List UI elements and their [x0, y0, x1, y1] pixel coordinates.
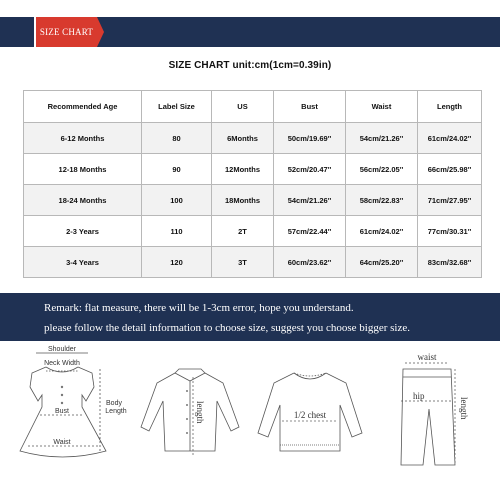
table-header-row [24, 91, 482, 123]
table-cell: 2-3 Years [24, 216, 142, 247]
remark-line-1: Remark: flat measure, there will be 1-3cm error, hope you understand. [44, 302, 354, 314]
table-row [24, 123, 482, 154]
column-header: Length [418, 91, 482, 123]
table-cell: 71cm/27.95'' [418, 185, 482, 216]
table-row [24, 154, 482, 185]
table-cell: 61cm/24.02'' [418, 123, 482, 154]
table-cell: 80 [142, 123, 212, 154]
sweater-diagram-icon [250, 343, 370, 473]
dress-waist-label: Waist [53, 439, 71, 446]
shirt-length-label: length [195, 401, 205, 424]
size-chart-tag [36, 17, 97, 47]
table-cell: 120 [142, 247, 212, 278]
table-row [24, 247, 482, 278]
dress-shoulder-label: Shoulder [47, 346, 77, 353]
dress-body-label: Body [106, 400, 122, 407]
table-cell: 77cm/30.31'' [418, 216, 482, 247]
table-cell: 18Months [212, 185, 274, 216]
table-cell: 52cm/20.47'' [274, 154, 346, 185]
table-cell: 54cm/21.26'' [274, 185, 346, 216]
shirt-diagram-icon [135, 343, 245, 473]
table-cell: 54cm/21.26'' [346, 123, 418, 154]
column-header: Bust [274, 91, 346, 123]
table-cell: 2T [212, 216, 274, 247]
size-chart-tag-label: SIZE CHART [39, 27, 94, 37]
table-cell: 57cm/22.44'' [274, 216, 346, 247]
table-cell: 83cm/32.68'' [418, 247, 482, 278]
table-cell: 6-12 Months [24, 123, 142, 154]
table-cell: 66cm/25.98'' [418, 154, 482, 185]
remark-line-2: please follow the detail information to choose size, suggest you choose bigger size. [44, 322, 410, 334]
table-cell: 12Months [212, 154, 274, 185]
table-cell: 60cm/23.62'' [274, 247, 346, 278]
pants-waist-label: waist [417, 352, 437, 362]
table-cell: 90 [142, 154, 212, 185]
table-cell: 56cm/22.05'' [346, 154, 418, 185]
table-cell: 61cm/24.02'' [346, 216, 418, 247]
table-cell: 12-18 Months [24, 154, 142, 185]
table-cell: 110 [142, 216, 212, 247]
tag-notch [97, 17, 104, 47]
pants-diagram-icon [375, 343, 495, 473]
table-cell: 6Months [212, 123, 274, 154]
table-cell: 58cm/22.83'' [346, 185, 418, 216]
size-table [23, 90, 482, 278]
dress-neck-label: Neck Width [44, 360, 80, 367]
dress-length-label: Length [105, 408, 127, 415]
chart-title: SIZE CHART unit:cm(1cm=0.39in) [168, 60, 332, 71]
dress-diagram-icon [2, 343, 132, 473]
dress-bust-label: Bust [54, 408, 70, 415]
table-cell: 64cm/25.20'' [346, 247, 418, 278]
pants-length-label: length [459, 397, 469, 420]
sweater-chest-label: 1/2 chest [293, 410, 327, 420]
table-cell: 3T [212, 247, 274, 278]
table-row [24, 185, 482, 216]
table-cell: 18-24 Months [24, 185, 142, 216]
table-row [24, 216, 482, 247]
column-header: Recommended Age [24, 91, 142, 123]
column-header: Waist [346, 91, 418, 123]
table-cell: 3-4 Years [24, 247, 142, 278]
table-cell: 100 [142, 185, 212, 216]
table-cell: 50cm/19.69'' [274, 123, 346, 154]
column-header: US [212, 91, 274, 123]
column-header: Label Size [142, 91, 212, 123]
pants-hip-label: hip [413, 391, 425, 401]
